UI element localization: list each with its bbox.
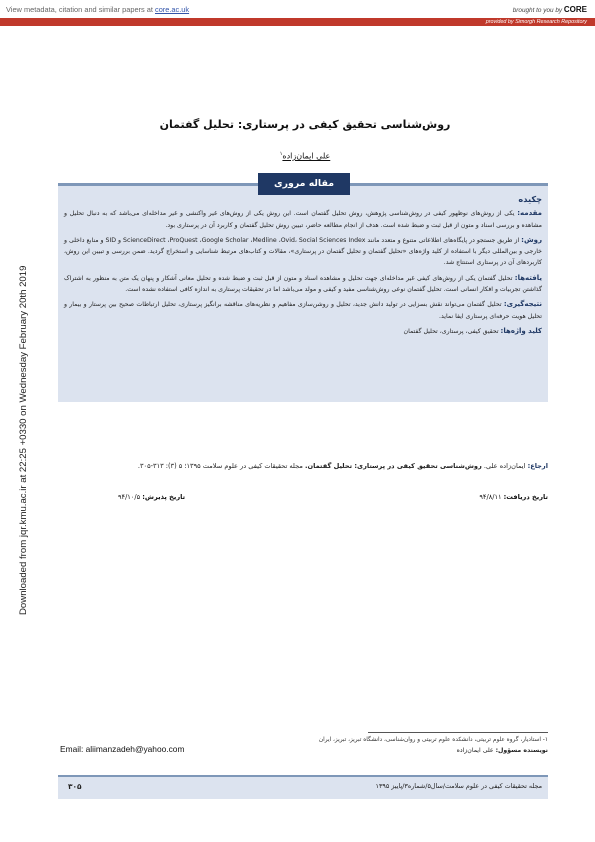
date-accepted-value: ۹۴/۱۰/۵ — [118, 493, 143, 501]
core-banner — [0, 0, 595, 18]
abstract-method — [64, 235, 542, 269]
abstract-box — [58, 183, 548, 402]
date-accepted-label: تاریخ پذیرش: — [142, 493, 186, 501]
brought-by-label: brought to you by — [512, 7, 563, 14]
abstract-conclusion-label: نتیجه‌گیری: — [503, 300, 542, 309]
provided-by-bar — [0, 18, 595, 26]
dates-row — [58, 493, 548, 505]
download-stamp-text: Downloaded from jqr.kmu.ac.ir at 22:25 +0330 on Wednesday February 20th 2019 — [18, 265, 29, 615]
corresponding-label: نویسنده مسؤول: — [495, 747, 548, 754]
abstract-results-label: یافته‌ها: — [514, 273, 542, 282]
abstract-method-label: روش: — [521, 235, 543, 244]
provided-by-text[interactable]: provided by Simorgh Research Repository — [485, 19, 587, 25]
citation-label: ارجاع: — [527, 462, 548, 470]
page-number: ۳۰۵ — [68, 782, 82, 791]
author-line — [60, 151, 550, 161]
date-received — [479, 493, 548, 501]
abstract-heading: چکیده — [518, 194, 542, 204]
abstract-intro-label: مقدمه: — [517, 209, 542, 218]
core-logo[interactable]: CORE — [563, 5, 587, 14]
citation-title: روش‌شناسی تحقیق کیفی در پرستاری: تحلیل گفتمان. — [305, 462, 482, 470]
corresponding-name: علی ایمان‌زاده — [456, 747, 496, 754]
core-metadata-text — [6, 5, 189, 14]
abstract-method-text: از طریق جستجو در پایگاه‌های اطلاعاتی متنوع و متعدد مانند ScienceDirect ،ProQuest ،Google Scholar ،Medline ،Ovid، Social Sciences Index و SID و منابع داخلی و خارجی و بین‌المللی دیگر با استفاده از کلید واژه‌های «تحلیل گفتمان و تحلیل گفتمان در پرستاری»، مقالات و کتاب‌های مرتبط شناسایی و استخراج گردید. ضمن بررسی و تبیین این روش، کاربردهای آن در پرستاری استنتاج شد. — [64, 236, 542, 267]
abstract-intro-text: یکی از روش‌های نوظهور کیفی در روش‌شناسی پژوهش، روش تحلیل گفتمان است. این روش یکی از روش‌های غیر واکنشی و غیر مداخله‌ای می‌باشد که به دنبال تحلیل و مشاهده و بررسی اسناد و متون از قبل ثبت و ضبط شده است. هدف از انجام مطالعه حاضر، تبیین روش تحلیل گفتمان و کاربرد آن در پرستاری بود. — [64, 210, 542, 229]
date-received-value: ۹۴/۸/۱۱ — [479, 493, 504, 501]
footnote-affiliation: ۱- استادیار، گروه علوم تربیتی، دانشکده علوم تربیتی و روان‌شناسی، دانشگاه تبریز، تبریز، ایران — [318, 737, 548, 743]
abstract-intro — [64, 208, 542, 231]
paper-title: روش‌شناسی تحقیق کیفی در پرستاری: تحلیل گفتمان — [159, 118, 451, 131]
abstract-keywords — [64, 326, 542, 337]
citation-pre: ایمان‌زاده علی. — [481, 462, 528, 470]
abstract-content — [64, 194, 542, 341]
brought-by — [513, 5, 587, 14]
date-received-label: تاریخ دریافت: — [503, 493, 548, 501]
citation — [58, 462, 548, 470]
abstract-conclusion-text: تحلیل گفتمان می‌تواند نقش بسزایی در تولید دانش جدید، تحلیل و روشن‌سازی مفاهیم و نظریه‌های مناقشه برانگیز پرستاری، تحلیل ارتباطات صحیح بین پرستار و بیمار و تحلیل هویت حرفه‌ای پرستاری ایفا نماید. — [64, 301, 542, 320]
download-stamp — [4, 155, 29, 615]
core-link[interactable]: core.ac.uk — [155, 5, 190, 14]
abstract-results — [64, 273, 542, 296]
author-affiliation-mark: ۱ — [279, 151, 283, 157]
corresponding-email[interactable]: Email: aliimanzadeh@yahoo.com — [60, 744, 185, 754]
article-type-badge: مقاله مروری — [258, 173, 350, 195]
abstract-keywords-text: تحقیق کیفی، پرستاری، تحلیل گفتمان — [403, 327, 501, 335]
abstract-keywords-label: کلید واژه‌ها: — [500, 326, 542, 335]
core-metadata-label: View metadata, citation and similar papers at — [6, 5, 155, 14]
date-accepted — [118, 493, 185, 501]
citation-source: مجله تحقیقات کیفی در علوم سلامت ۱۳۹۵؛ ۵ (۳): ۳۱۳-۳۰۵. — [137, 462, 305, 470]
footnote-divider — [368, 732, 548, 733]
author-name: علی ایمان‌زاده — [282, 151, 331, 161]
page-footer — [58, 775, 548, 799]
abstract-results-text: تحلیل گفتمان یکی از روش‌های کیفی غیر مداخله‌ای جهت تحلیل و مشاهده اسناد و متون از قبل ثبت و ضبط شده و تحلیل معانی آشکار و پنهان یک متن به منظور به اشتراک گذاشتن تجربیات و افکار انسانی است. تحلیل گفتمان نوعی روش‌شناسی مفید و کیفی و مولد می‌باشد اما در تحقیقات پرستاری به اندازه کافی استفاده نشده است. — [64, 274, 542, 294]
abstract-conclusion — [64, 299, 542, 322]
footer-journal: مجله تحقیقات کیفی در علوم سلامت/سال۵/شماره۳/پاییز ۱۳۹۵ — [375, 782, 542, 790]
